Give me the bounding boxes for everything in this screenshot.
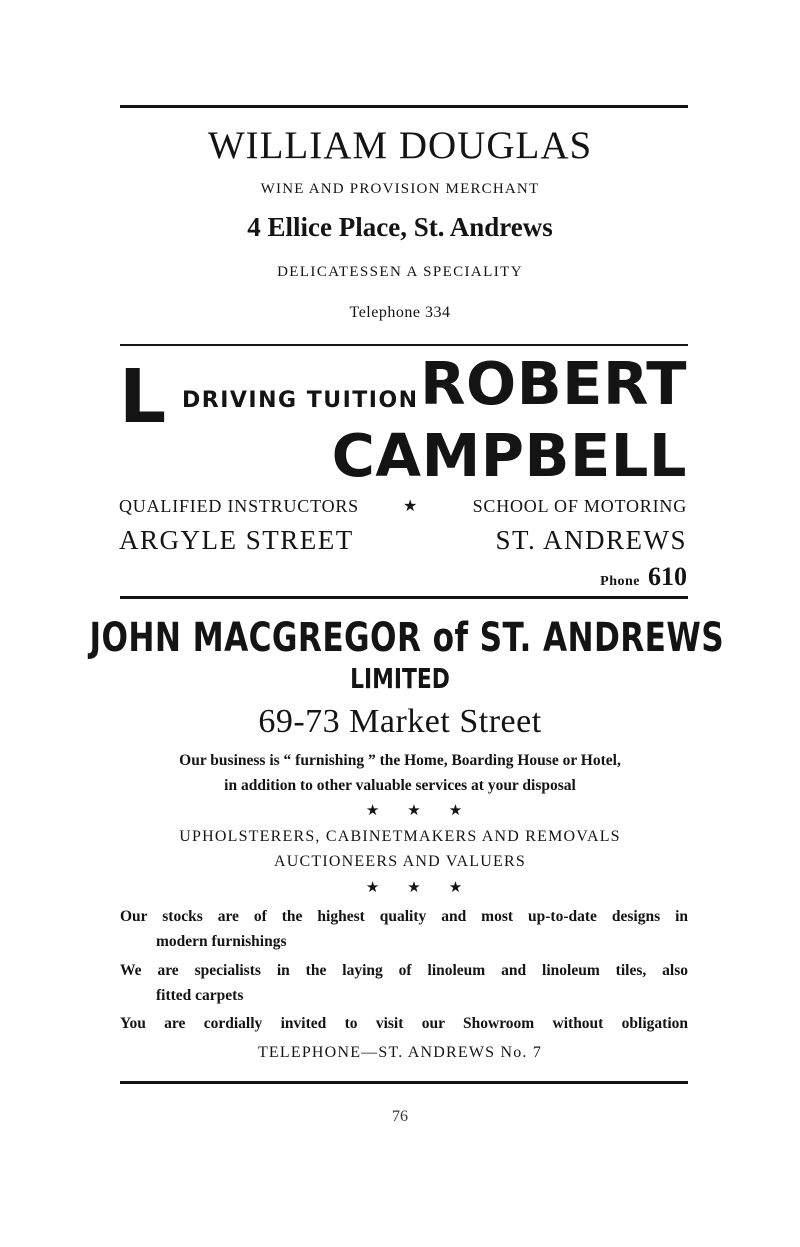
campbell-surname: CAMPBELL	[331, 421, 687, 490]
campbell-first-name: ROBERT	[420, 349, 687, 418]
showroom-invite: You are cordially invited to visit our Showroom without obligation	[120, 1015, 688, 1032]
douglas-speciality: DELICATESSEN A SPECIALITY	[277, 264, 523, 280]
intro-line-2: in addition to other valuable services at your disposal	[224, 777, 576, 794]
macgregor-telephone: TELEPHONE—ST. ANDREWS No. 7	[257, 1044, 543, 1061]
trades-line-2: AUCTIONEERS AND VALUERS	[274, 853, 526, 870]
macgregor-name	[0, 613, 800, 663]
phone-number: 610	[648, 562, 687, 591]
phone-label: Phone	[600, 574, 640, 589]
campbell-phone	[600, 560, 687, 599]
macgregor-limited-text: LIMITED	[350, 662, 450, 695]
divider-rule-1	[120, 344, 688, 346]
campbell-street: ARGYLE STREET	[119, 525, 354, 555]
trades-line-1: UPHOLSTERERS, CABINETMAKERS AND REMOVALS	[179, 828, 621, 845]
page-number: 76	[392, 1108, 408, 1125]
douglas-name: WILLIAM DOUGLAS	[207, 124, 593, 167]
douglas-telephone: Telephone 334	[349, 304, 451, 321]
star-row-1-icon: ★★★	[365, 803, 491, 819]
macgregor-name-text: JOHN MACGREGOR of ST. ANDREWS	[89, 615, 725, 661]
learner-l-logo: L	[119, 354, 167, 440]
douglas-trade: WINE AND PROVISION MERCHANT	[260, 181, 540, 197]
bottom-rule	[120, 1081, 688, 1084]
driving-tuition-label: DRIVING TUITION	[182, 388, 419, 413]
star-row-2-icon: ★★★	[365, 880, 491, 896]
star-separator-icon: ★	[403, 498, 418, 515]
stocks-line-2: modern furnishings	[156, 933, 287, 950]
stocks-line-1: Our stocks are of the highest quality and most up-to-date designs in	[120, 908, 688, 925]
top-rule	[120, 105, 688, 108]
linoleum-line-1: We are specialists in the laying of linoleum and linoleum tiles, also	[120, 962, 688, 979]
school-of-motoring: SCHOOL OF MOTORING	[472, 496, 687, 516]
campbell-town: ST. ANDREWS	[495, 525, 687, 555]
divider-rule-2	[120, 596, 688, 599]
intro-line-1: Our business is “ furnishing ” the Home, Boarding House or Hotel,	[179, 752, 621, 769]
linoleum-line-2: fitted carpets	[156, 987, 244, 1004]
macgregor-limited	[0, 661, 800, 697]
macgregor-address: 69-73 Market Street	[258, 703, 542, 740]
qualified-instructors: QUALIFIED INSTRUCTORS	[119, 496, 359, 516]
douglas-address: 4 Ellice Place, St. Andrews	[247, 212, 553, 242]
